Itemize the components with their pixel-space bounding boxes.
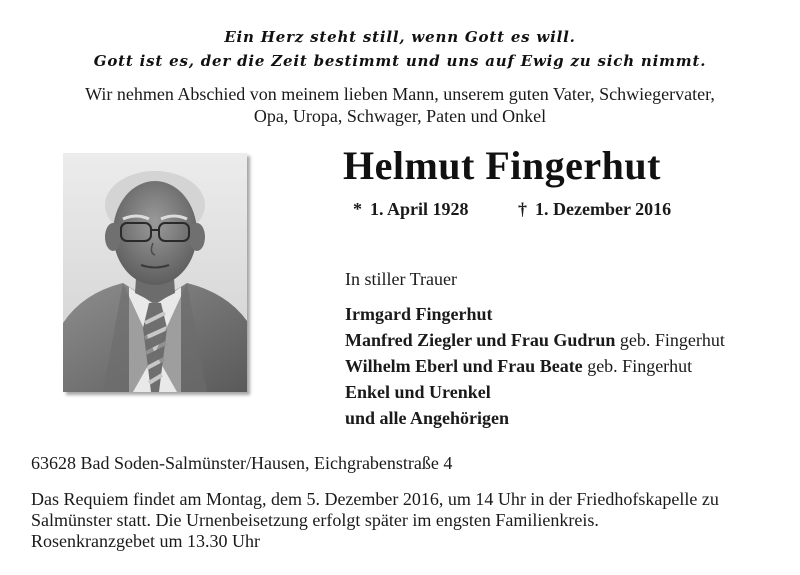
death-date-text: 1. Dezember 2016 xyxy=(535,199,672,219)
mourner-item xyxy=(345,353,725,379)
requiem-notice xyxy=(31,489,791,552)
mourner-item xyxy=(345,327,725,353)
requiem-line-2: Salmünster statt. Die Urnenbeisetzung erfolgt später im engsten Familienkreis. xyxy=(31,510,599,530)
mourner-item xyxy=(345,301,725,327)
death-symbol: † xyxy=(518,199,527,219)
birth-symbol: * xyxy=(353,199,362,219)
deceased-name: Helmut Fingerhut xyxy=(343,143,661,188)
mourners-list xyxy=(345,301,725,431)
mourner-nee: geb. Fingerhut xyxy=(582,356,693,376)
mourner-name: Manfred Ziegler und Frau Gudrun xyxy=(345,330,616,350)
birth-date-text: 1. April 1928 xyxy=(370,199,469,219)
death-date xyxy=(518,199,671,220)
requiem-line-3: Rosenkranzgebet um 13.30 Uhr xyxy=(31,531,260,551)
intro-line-1: Wir nehmen Abschied von meinem lieben Mann, unserem guten Vater, Schwiegervater, xyxy=(85,84,715,104)
portrait-illustration xyxy=(63,153,247,392)
portrait-photo xyxy=(63,153,247,392)
mourner-name: Irmgard Fingerhut xyxy=(345,304,493,324)
mourner-name: Enkel und Urenkel xyxy=(345,382,491,402)
address: 63628 Bad Soden-Salmünster/Hausen, Eichgrabenstraße 4 xyxy=(31,453,453,473)
mourning-label: In stiller Trauer xyxy=(345,269,457,289)
verse-line-2: Gott ist es, der die Zeit bestimmt und uns auf Ewig zu sich nimmt. xyxy=(93,52,707,70)
mourner-item xyxy=(345,379,725,405)
mourner-name: Wilhelm Eberl und Frau Beate xyxy=(345,356,583,376)
mourner-nee: geb. Fingerhut xyxy=(615,330,725,350)
mourner-item xyxy=(345,405,725,431)
mourner-name: und alle Angehörigen xyxy=(345,408,510,428)
verse-line-1: Ein Herz steht still, wenn Gott es will. xyxy=(224,28,576,46)
birth-date xyxy=(353,199,469,220)
requiem-line-1: Das Requiem findet am Montag, dem 5. Dezember 2016, um 14 Uhr in der Friedhofskapelle zu xyxy=(31,489,719,509)
intro-line-2: Opa, Uropa, Schwager, Paten und Onkel xyxy=(253,106,547,126)
